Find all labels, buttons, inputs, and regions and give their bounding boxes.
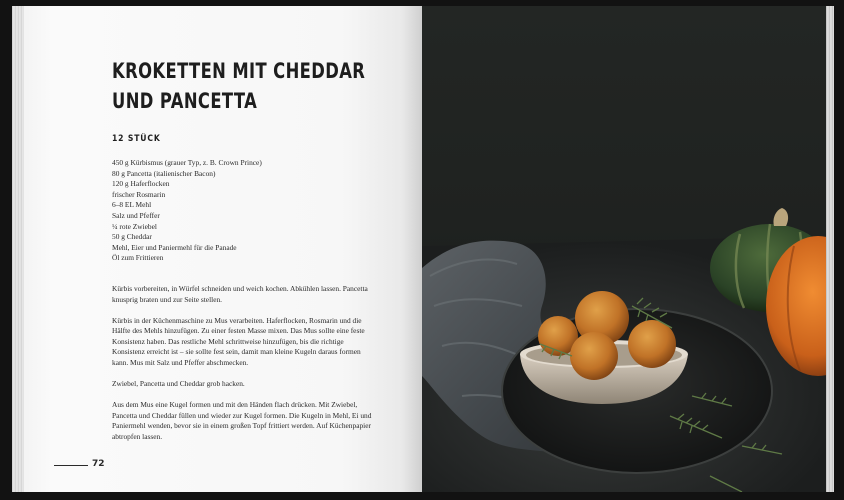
ingredient-item: 450 g Kürbismus (grauer Typ, z. B. Crown Prince) xyxy=(112,158,262,167)
step-paragraph: Kürbis in der Küchenmaschine zu Mus verarbeiten. Haferflocken, Rosmarin und die Hälfte des Mehls hinzufügen. Zu einer festen Masse mixen. Das Mus sollte eine feste Konsistenz haben. Das restliche Mehl schrittweise hinzufügen, bis die richtige Konsistenz erreicht ist – sie sollte fest sein, damit man kleine Kugeln daraus formen kann. Mus mit Salz und Pfeffer abschmecken. xyxy=(112,315,365,368)
recipe-yield: 12 STÜCK xyxy=(112,134,161,144)
recipe-title-line-1: KROKETTEN MIT CHEDDAR xyxy=(112,59,366,83)
open-book xyxy=(12,6,834,492)
page-number-rule xyxy=(54,465,88,466)
ingredient-item: 120 g Haferflocken xyxy=(112,179,170,189)
croquette-photo xyxy=(422,6,826,492)
ingredient-item: Öl zum Frittieren xyxy=(112,253,164,263)
ingredient-item: 80 g Pancetta (italienischer Bacon) xyxy=(112,168,216,178)
recipe-title xyxy=(112,56,366,116)
ingredient-item: frischer Rosmarin xyxy=(112,189,166,199)
preparation-steps xyxy=(112,284,374,453)
ingredient-item: Mehl, Eier und Paniermehl für die Panade xyxy=(112,242,237,252)
step-paragraph: Aus dem Mus eine Kugel formen und mit den Händen flach drücken. Mit Zwiebel, Pancetta und Cheddar füllen und wieder zur Kugel formen. Die Kugeln in Mehl, Ei und Paniermehl wenden, bevor sie in einem großen Topf frittiert werden. Auf Küchenpapier abtropfen lassen. xyxy=(112,400,372,442)
ingredient-item: Salz und Pfeffer xyxy=(112,210,160,220)
ingredient-list xyxy=(112,158,382,264)
ingredient-item: ¼ rote Zwiebel xyxy=(112,221,157,231)
step-paragraph: Kürbis vorbereiten, in Würfel schneiden und weich kochen. Abkühlen lassen. Pancetta knusprig braten und zur Seite stellen. xyxy=(112,284,368,304)
ingredient-item: 6–8 EL Mehl xyxy=(112,200,152,210)
step-paragraph: Zwiebel, Pancetta und Cheddar grob hacken. xyxy=(112,379,245,389)
recipe-title-line-2: UND PANCETTA xyxy=(112,89,258,113)
croquette xyxy=(570,332,618,380)
ingredient-item: 50 g Cheddar xyxy=(112,232,152,242)
page-number: 72 xyxy=(92,459,105,469)
page-edge xyxy=(826,6,834,492)
right-page-photo xyxy=(422,6,826,492)
croquette xyxy=(628,320,676,368)
left-page xyxy=(12,6,422,492)
